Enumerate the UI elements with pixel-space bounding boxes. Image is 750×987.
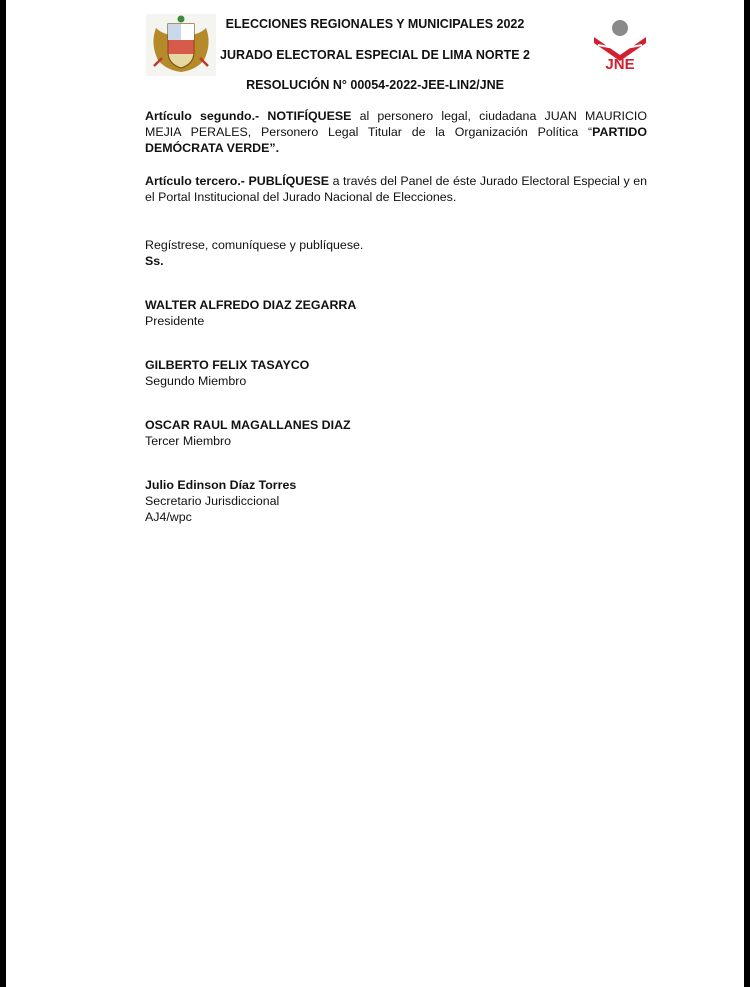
signatory-role: Segundo Miembro [145, 374, 247, 388]
signature-secretary [145, 477, 296, 525]
signatory-name: GILBERTO FELIX TASAYCO [145, 358, 310, 372]
document-page [6, 0, 744, 987]
closing-line: Regístrese, comuníquese y publíquese. [145, 238, 364, 252]
jury-title: JURADO ELECTORAL ESPECIAL DE LIMA NORTE 2 [220, 48, 530, 62]
article-second-verb: NOTIFÍQUESE [267, 109, 352, 123]
signatory-role: Secretario Jurisdiccional [145, 494, 280, 508]
closing-block [145, 237, 647, 269]
resolution-number: RESOLUCIÓN N° 00054-2022-JEE-LIN2/JNE [246, 78, 504, 92]
election-title: ELECCIONES REGIONALES Y MUNICIPALES 2022 [225, 17, 525, 31]
ss-label: Ss. [145, 254, 164, 268]
signatory-name: WALTER ALFREDO DIAZ ZEGARRA [145, 298, 357, 312]
party-name: PARTIDO DEMÓCRATA VERDE [145, 125, 647, 155]
article-third [145, 173, 647, 205]
article-third-label: Artículo tercero.- [145, 174, 245, 188]
article-second-text: al personero legal, ciudadana JUAN MAURICIO MEJIA PERALES, Personero Legal Titular de la Organización Política “ [145, 109, 647, 139]
signatory-name: OSCAR RAUL MAGALLANES DIAZ [145, 418, 351, 432]
signatory-role: Tercer Miembro [145, 434, 232, 448]
signature-president [145, 297, 356, 329]
signature-third-member [145, 417, 351, 449]
signatory-name: Julio Edinson Díaz Torres [145, 478, 297, 492]
jne-logo-icon [590, 19, 650, 73]
signatory-role: Presidente [145, 314, 205, 328]
article-second-label: Artículo segundo.- [145, 109, 260, 123]
article-third-verb: PUBLÍQUESE [248, 174, 330, 188]
article-second-end: ”. [269, 141, 280, 155]
reference-code: AJ4/wpc [145, 510, 192, 524]
signature-second-member [145, 357, 309, 389]
article-third-text: a través del Panel de éste Jurado Electoral Especial y en el Portal Institucional del Jurado Nacional de Elecciones. [145, 174, 647, 204]
article-second [145, 108, 647, 156]
jne-logo-text: JNE [605, 56, 635, 73]
